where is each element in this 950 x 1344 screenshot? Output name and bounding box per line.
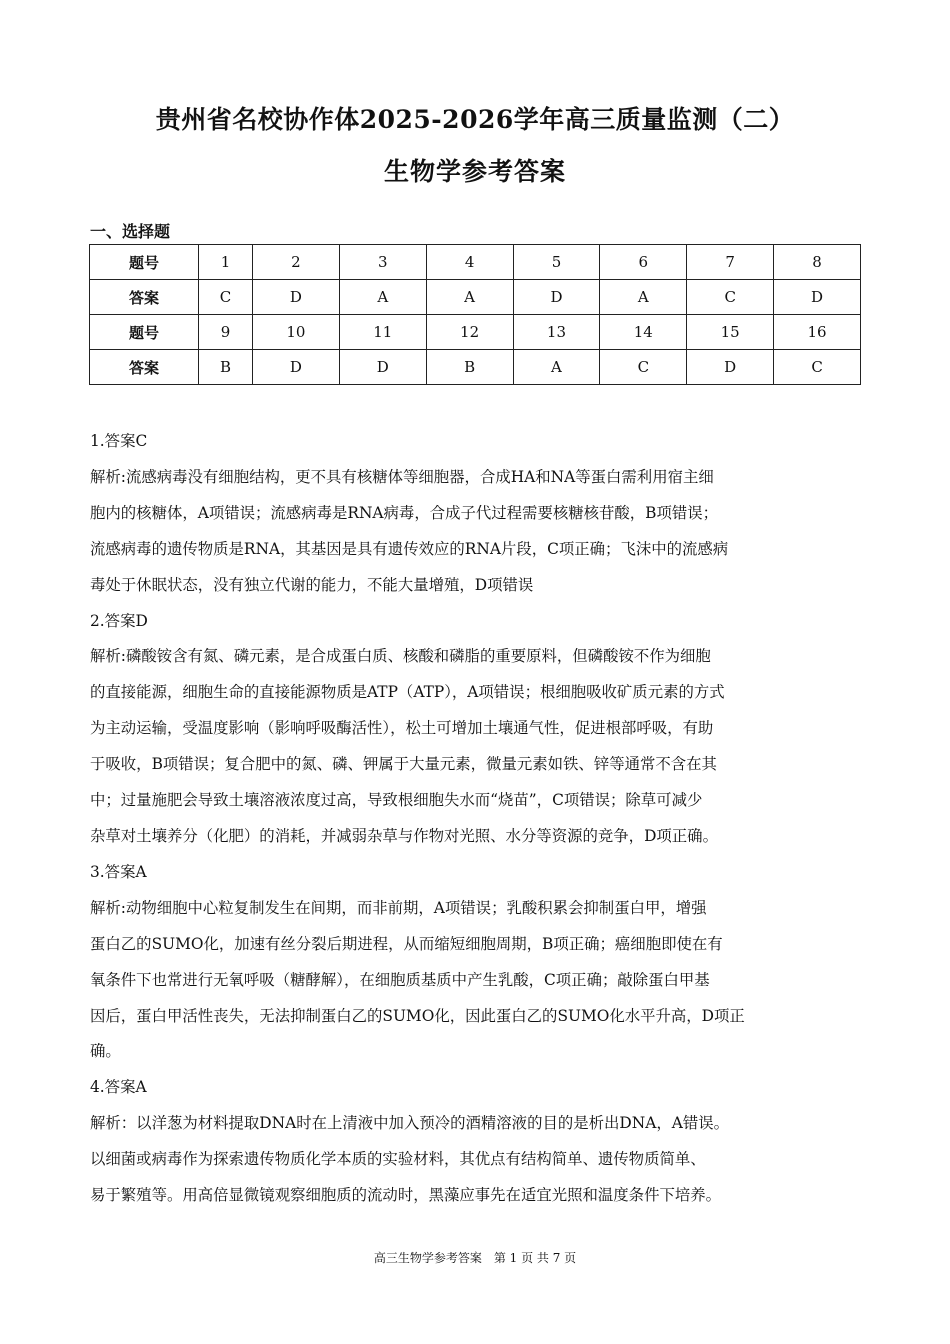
explanation-line: 中；过量施肥会导致土壤溶液浓度过高，导致根细胞失水而“烧苗”，C项错误；除草可减少	[90, 791, 703, 810]
row-label-number: 题号	[90, 245, 199, 280]
answer-heading-3: 3.答案A	[90, 862, 147, 881]
question-number: 1	[199, 245, 253, 280]
question-number: 3	[339, 245, 426, 280]
question-number: 16	[774, 315, 861, 350]
explanation-line: 以细菌或病毒作为探索遗传物质化学本质的实验材料，其优点有结构简单、遗传物质简单、	[90, 1150, 706, 1169]
explanation-line: 毒处于休眠状态，没有独立代谢的能力，不能大量增殖，D项错误	[90, 575, 534, 594]
question-number: 13	[513, 315, 600, 350]
answer-cell: A	[600, 280, 687, 315]
explanation-line: 于吸收，B项错误；复合肥中的氮、磷、钾属于大量元素，微量元素如铁、锌等通常不含在其	[90, 755, 717, 774]
explanation-line: 解析：以洋葱为材料提取DNA时在上清液中加入预冷的酒精溶液的目的是析出DNA，A错误。	[90, 1114, 730, 1133]
answer-cell: B	[426, 350, 513, 385]
question-number: 15	[687, 315, 774, 350]
question-number: 9	[199, 315, 253, 350]
question-number: 4	[426, 245, 513, 280]
answer-cell: C	[687, 280, 774, 315]
answer-cell: D	[252, 350, 339, 385]
explanation-line: 确。	[90, 1042, 121, 1061]
question-number: 12	[426, 315, 513, 350]
question-number: 11	[339, 315, 426, 350]
row-label-answer: 答案	[90, 350, 199, 385]
explanation-line: 胞内的核糖体，A项错误；流感病毒是RNA病毒，合成子代过程需要核糖核苷酸，B项错误；	[90, 503, 719, 522]
table-row	[90, 315, 861, 350]
answer-cell: D	[513, 280, 600, 315]
answer-cell: A	[513, 350, 600, 385]
answer-cell: C	[600, 350, 687, 385]
answer-heading-1: 1.答案C	[90, 432, 148, 450]
page-footer: 高三生物学参考答案 第 1 页 共 7 页	[373, 1251, 577, 1265]
explanation-line: 因后，蛋白甲活性丧失，无法抑制蛋白乙的SUMO化，因此蛋白乙的SUMO化水平升高，D项正	[90, 1006, 745, 1025]
explanation-line: 流感病毒的遗传物质是RNA，其基因是具有遗传效应的RNA片段，C项正确；飞沫中的流感病	[90, 539, 729, 558]
row-label-number: 题号	[90, 315, 199, 350]
answer-cell: D	[252, 280, 339, 315]
table-row	[90, 350, 861, 385]
explanation-line: 为主动运输，受温度影响（影响呼吸酶活性），松土可增加土壤通气性，促进根部呼吸，有助	[90, 719, 714, 738]
answer-cell: D	[339, 350, 426, 385]
question-number: 7	[687, 245, 774, 280]
answer-cell: D	[687, 350, 774, 385]
answer-table	[89, 244, 861, 385]
answer-heading-2: 2.答案D	[90, 611, 148, 630]
answer-cell: B	[199, 350, 253, 385]
explanation-line: 杂草对土壤养分（化肥）的消耗，并减弱杂草与作物对光照、水分等资源的竞争，D项正确。	[90, 826, 718, 845]
answer-cell: C	[774, 350, 861, 385]
question-number: 10	[252, 315, 339, 350]
question-number: 6	[600, 245, 687, 280]
page-title: 贵州省名校协作体2025-2026学年高三质量监测（二）	[155, 105, 795, 134]
explanation-line: 蛋白乙的SUMO化，加速有丝分裂后期进程，从而缩短细胞周期，B项正确；癌细胞即使在有	[90, 934, 723, 953]
page-subtitle: 生物学参考答案	[383, 157, 566, 186]
section-heading: 一、选择题	[90, 222, 171, 241]
explanation-line: 易于繁殖等。用高倍显微镜观察细胞质的流动时，黑藻应事先在适宜光照和温度条件下培养。	[90, 1186, 722, 1205]
explanation-line: 解析:流感病毒没有细胞结构，更不具有核糖体等细胞器，合成HA和NA等蛋白需利用宿主细	[90, 467, 714, 486]
answer-cell: D	[774, 280, 861, 315]
answer-cell: C	[199, 280, 253, 315]
question-number: 14	[600, 315, 687, 350]
explanation-line: 氧条件下也常进行无氧呼吸（糖酵解），在细胞质基质中产生乳酸，C项正确；敲除蛋白甲基	[90, 970, 710, 989]
answer-cell: A	[339, 280, 426, 315]
answer-cell: A	[426, 280, 513, 315]
explanation-line: 的直接能源，细胞生命的直接能源物质是ATP（ATP），A项错误；根细胞吸收矿质元素的方式	[90, 683, 725, 702]
question-number: 8	[774, 245, 861, 280]
explanation-line: 解析:动物细胞中心粒复制发生在间期，而非前期，A项错误；乳酸积累会抑制蛋白甲，增强	[90, 898, 707, 917]
question-number: 5	[513, 245, 600, 280]
table-row	[90, 280, 861, 315]
table-row	[90, 245, 861, 280]
row-label-answer: 答案	[90, 280, 199, 315]
answer-heading-4: 4.答案A	[90, 1078, 147, 1097]
question-number: 2	[252, 245, 339, 280]
explanation-line: 解析:磷酸铵含有氮、磷元素，是合成蛋白质、核酸和磷脂的重要原料，但磷酸铵不作为细胞	[90, 647, 711, 666]
explanations	[90, 424, 862, 1214]
